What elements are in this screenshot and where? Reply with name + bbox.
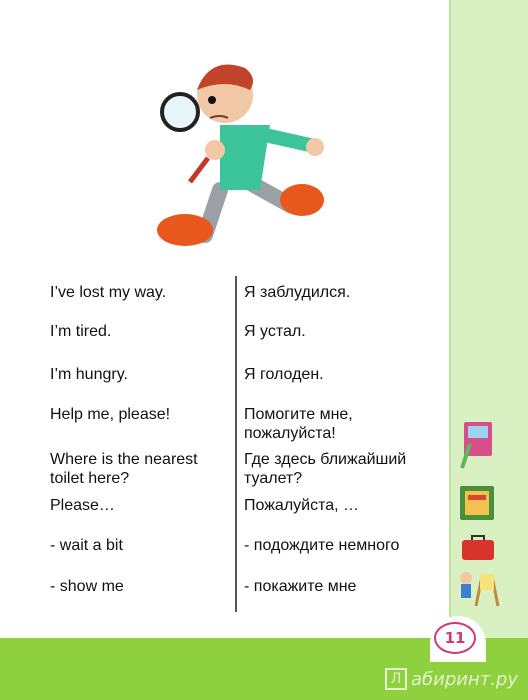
child-easel-icon	[456, 568, 500, 608]
phrase-en: I’ve lost my way.	[50, 284, 167, 301]
phrase-en: Where is the nearest toilet here?	[50, 451, 198, 487]
watermark-text: абиринт.ру	[410, 668, 518, 690]
watermark-letter: Л	[385, 668, 407, 690]
phrase-ru: Я заблудился.	[244, 284, 351, 301]
column-divider	[235, 276, 237, 612]
book-pencil-icon	[458, 420, 498, 470]
phrase-ru: - покажите мне	[244, 578, 357, 595]
phrase-ru: Пожалуйста, …	[244, 497, 360, 514]
phrase-en: I’m hungry.	[50, 366, 128, 383]
phrase-en: - wait a bit	[50, 537, 123, 554]
phrase-en: I’m tired.	[50, 323, 112, 340]
phrase-ru: Я голоден.	[244, 366, 324, 383]
phrase-en: - show me	[50, 578, 124, 595]
phrase-ru: - подождите немного	[244, 537, 400, 554]
phrase-ru: Я устал.	[244, 323, 306, 340]
briefcase-icon	[460, 532, 496, 562]
page-number: 11	[434, 622, 476, 654]
boy-detective-illustration	[150, 50, 340, 260]
watermark	[385, 668, 518, 690]
fairy-tale-book-icon	[456, 482, 498, 524]
phrase-ru: Помогите мне, пожалуйста!	[244, 406, 353, 442]
phrase-en: Please…	[50, 497, 115, 514]
phrase-ru: Где здесь ближайший туалет?	[244, 451, 407, 487]
phrase-en: Help me, please!	[50, 406, 171, 423]
